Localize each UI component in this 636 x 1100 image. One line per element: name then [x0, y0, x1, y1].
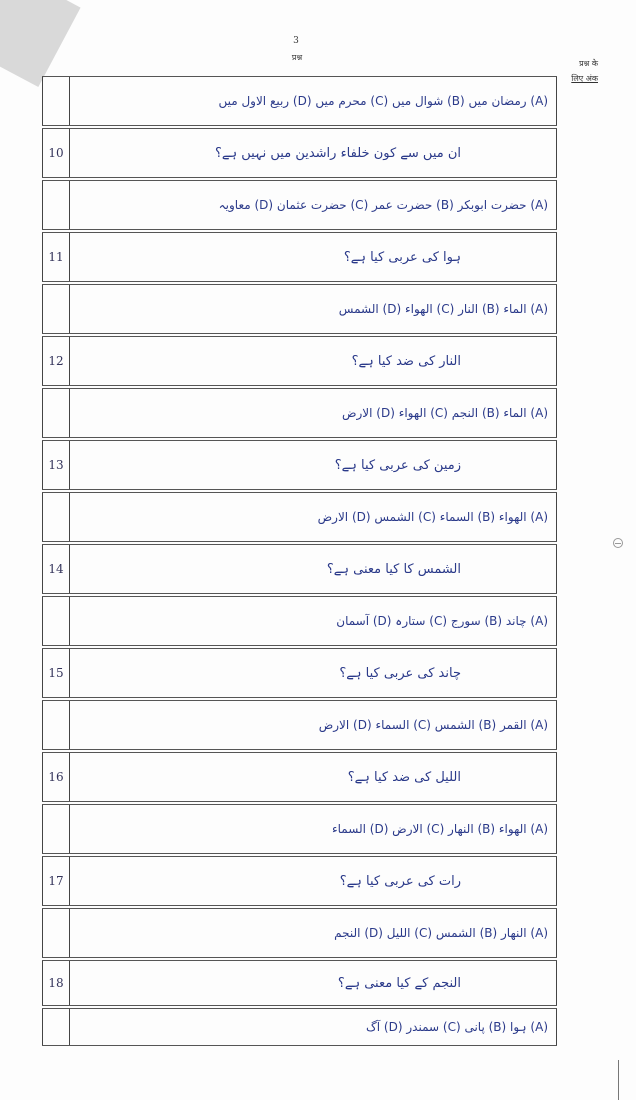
question-number	[42, 493, 70, 541]
question-number	[42, 909, 70, 957]
question-row	[42, 752, 557, 802]
question-number	[42, 285, 70, 333]
question-row	[42, 960, 557, 1006]
question-row	[42, 544, 557, 594]
options-text: (A) رمضان میں (B) شوال میں (C) محرم میں (D) ربیع الاول میں	[70, 77, 557, 125]
question-number: 11	[42, 233, 70, 281]
page-number: 3	[293, 36, 299, 46]
question-number: 16	[42, 753, 70, 801]
question-text: رات کی عربی کیا ہے؟	[70, 857, 557, 905]
folded-page-corner	[0, 0, 81, 87]
options-row	[42, 804, 557, 854]
options-row	[42, 908, 557, 958]
question-number: 18	[42, 961, 70, 1005]
marks-header-line-2: लिए अंक	[571, 74, 598, 83]
question-number: 12	[42, 337, 70, 385]
question-text: ہوا کی عربی کیا ہے؟	[70, 233, 557, 281]
question-row	[42, 232, 557, 282]
options-text: (A) النھار (B) الشمس (C) اللیل (D) النجم	[70, 909, 557, 957]
options-row	[42, 596, 557, 646]
question-text: اللیل کی ضد کیا ہے؟	[70, 753, 557, 801]
options-row	[42, 76, 557, 126]
question-number: 15	[42, 649, 70, 697]
question-row	[42, 336, 557, 386]
question-row	[42, 128, 557, 178]
question-text: الشمس کا کیا معنی ہے؟	[70, 545, 557, 593]
question-text: النار کی ضد کیا ہے؟	[70, 337, 557, 385]
question-number: 13	[42, 441, 70, 489]
question-row	[42, 856, 557, 906]
options-text: (A) الھواء (B) السماء (C) الشمس (D) الارض	[70, 493, 557, 541]
options-text: (A) القمر (B) الشمس (C) السماء (D) الارض	[70, 701, 557, 749]
options-row	[42, 700, 557, 750]
question-number: 10	[42, 129, 70, 177]
question-number	[42, 389, 70, 437]
punch-hole-mark	[613, 538, 623, 548]
question-number: 14	[42, 545, 70, 593]
options-text: (A) ہوا (B) پانی (C) سمندر (D) آگ	[70, 1009, 557, 1045]
question-number	[42, 181, 70, 229]
question-text: زمین کی عربی کیا ہے؟	[70, 441, 557, 489]
page-edge-line	[618, 1060, 619, 1100]
question-table	[42, 76, 557, 1046]
question-text: النجم کے کیا معنی ہے؟	[70, 961, 557, 1005]
options-row	[42, 180, 557, 230]
options-text: (A) حضرت ابوبکر (B) حضرت عمر (C) حضرت عثمان (D) معاویہ	[70, 181, 557, 229]
question-number: 17	[42, 857, 70, 905]
options-row	[42, 492, 557, 542]
question-number	[42, 597, 70, 645]
options-text: (A) الماء (B) النار (C) الھواء (D) الشمس	[70, 285, 557, 333]
marks-header-line-1: प्रश्न के	[579, 59, 598, 68]
options-text: (A) الھواء (B) النھار (C) الارض (D) السماء	[70, 805, 557, 853]
question-number	[42, 701, 70, 749]
options-row	[42, 388, 557, 438]
options-text: (A) چاند (B) سورج (C) ستارہ (D) آسمان	[70, 597, 557, 645]
question-number	[42, 805, 70, 853]
page-label: प्रश्न	[291, 53, 303, 62]
question-number	[42, 77, 70, 125]
options-row	[42, 284, 557, 334]
question-row	[42, 440, 557, 490]
options-text: (A) الماء (B) النجم (C) الھواء (D) الارض	[70, 389, 557, 437]
options-row	[42, 1008, 557, 1046]
question-text: چاند کی عربی کیا ہے؟	[70, 649, 557, 697]
question-row	[42, 648, 557, 698]
question-text: ان میں سے کون خلفاء راشدین میں نہیں ہے؟	[70, 129, 557, 177]
question-number	[42, 1009, 70, 1045]
